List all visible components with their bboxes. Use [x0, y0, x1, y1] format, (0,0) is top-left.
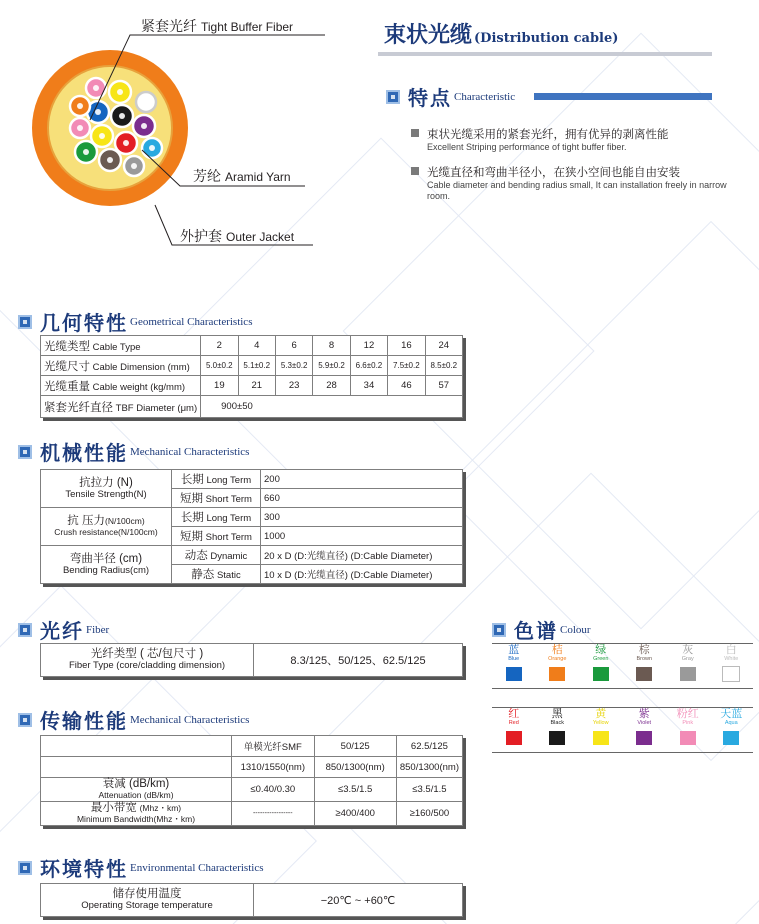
colour-name-en: Blue — [508, 656, 520, 662]
bullet-icon — [18, 445, 32, 459]
page-title: 束状光缆 (Distribution cable) — [384, 22, 619, 48]
colour-chart-row — [492, 707, 753, 753]
colour-sample — [506, 731, 522, 745]
square-bullet-icon — [411, 129, 419, 137]
colour-sample — [549, 667, 565, 681]
colour-name-cn: 红 — [508, 708, 520, 720]
section-geometrical-heading: 几何特性 Geometrical Characteristics — [18, 307, 252, 336]
colour-name-cn: 灰 — [682, 644, 694, 656]
label-tight-buffer-fiber: 紧套光纤 Tight Buffer Fiber — [141, 18, 294, 34]
colour-name-en: Yellow — [592, 720, 609, 726]
section-mechanical-heading: 机械性能 Mechanical Characteristics — [18, 437, 249, 466]
colour-swatch-yellow — [579, 708, 623, 750]
colour-name-cn: 紫 — [638, 708, 650, 720]
section-fiber-heading: 光纤 Fiber — [18, 615, 109, 644]
colour-name-en: Orange — [548, 656, 567, 662]
colour-swatch-blue — [492, 644, 536, 686]
colour-swatch-orange — [536, 644, 580, 686]
colour-name-en: Aqua — [724, 720, 738, 726]
colour-name-en: White — [724, 656, 739, 662]
colour-swatch-green — [579, 644, 623, 686]
fiber-table: 光纤类型 ( 芯/包尺寸 ) Fiber Type (core/cladding dimension) 8.3/125、50/125、62.5/125 — [40, 643, 463, 677]
colour-sample — [723, 731, 739, 745]
colour-swatch-red — [492, 708, 536, 750]
bullet-icon — [18, 713, 32, 727]
section-environmental-heading: 环境特性 Environmental Characteristics — [18, 853, 263, 882]
section-transmission-heading: 传输性能 Mechanical Characteristics — [18, 705, 249, 734]
mechanical-table: 抗拉力 (N) Tensile Strength(N) 长期 Long Term 200 短期 Short Term 660 抗 压力(N/100cm) Crush resistance(N/100cm) 长期 Long Term 300 短期 Short Term 1000 弯曲半径 (cm) Bending Radius(cm) 动态 Dynamic 20 x D (D:光缆直径) (D:Cable Diameter) 静态 Static 10 x D (D:光缆直径) (D:Cable Diameter) — [40, 469, 463, 584]
colour-name-en: Brown — [636, 656, 653, 662]
section-features-heading: 特点 Characteristic — [386, 82, 515, 111]
colour-name-cn: 蓝 — [508, 644, 520, 656]
colour-sample — [636, 731, 652, 745]
colour-name-en: Violet — [637, 720, 652, 726]
colour-swatch-gray — [666, 644, 710, 686]
colour-sample — [636, 667, 652, 681]
colour-name-cn: 粉红 — [676, 708, 699, 720]
transmission-table: 单模光纤SMF 50/125 62.5/125 1310/1550(nm) 850/1300(nm) 850/1300(nm) 衰减 (dB/km) Attenuation (dB/km) ≤0.40/0.30 ≤3.5/1.5 ≤3.5/1.5 最小带宽 (Mhz・km) Minimum Bandwidth(Mhz・km) ----------------- ≥400/400 ≥160/500 — [40, 735, 463, 826]
features-rule — [534, 93, 712, 100]
colour-sample — [593, 731, 609, 745]
label-outer-jacket: 外护套 Outer Jacket — [180, 228, 295, 244]
colour-sample — [593, 667, 609, 681]
colour-name-cn: 棕 — [638, 644, 650, 656]
title-underline — [378, 52, 712, 56]
leader-lines — [0, 0, 340, 250]
colour-name-en: Gray — [681, 656, 694, 662]
bullet-icon — [18, 623, 32, 637]
colour-sample — [549, 731, 565, 745]
colour-chart-row — [492, 643, 753, 689]
colour-swatch-aqua — [710, 708, 754, 750]
colour-swatch-violet — [623, 708, 667, 750]
colour-sample — [723, 667, 739, 681]
colour-name-en: Black — [550, 720, 564, 726]
colour-sample — [680, 667, 696, 681]
colour-sample — [506, 667, 522, 681]
colour-name-cn: 黑 — [551, 708, 563, 720]
colour-name-cn: 绿 — [595, 644, 607, 656]
section-colour-heading: 色谱 Colour — [492, 615, 591, 644]
feature-item: 光缆直径和弯曲半径小，在狭小空间也能自由安装 Cable diameter and bending radius small, It can installation freely in narrow room. — [411, 164, 737, 202]
colour-name-cn: 天蓝 — [720, 708, 743, 720]
colour-swatch-brown — [623, 644, 667, 686]
environmental-table: 储存使用温度 Operating Storage temperature −20℃ ~ +60℃ — [40, 883, 463, 917]
colour-name-cn: 桔 — [551, 644, 563, 656]
label-aramid-yarn: 芳纶 Aramid Yarn — [193, 168, 291, 184]
feature-item: 束状光缆采用的紧套光纤，拥有优异的剥离性能 Excellent Striping performance of tight buffer fiber. — [411, 126, 737, 153]
bullet-icon — [18, 861, 32, 875]
bullet-icon — [18, 315, 32, 329]
colour-swatch-pink — [666, 708, 710, 750]
square-bullet-icon — [411, 167, 419, 175]
colour-name-en: Red — [508, 720, 519, 726]
bullet-icon — [386, 90, 400, 104]
colour-name-en: Green — [593, 656, 609, 662]
colour-name-cn: 黄 — [595, 708, 607, 720]
colour-swatch-black — [536, 708, 580, 750]
colour-name-cn: 白 — [725, 644, 737, 656]
colour-swatch-white — [710, 644, 754, 686]
geometrical-table: 光缆类型 Cable Type 2 4 6 8 12 16 24 光缆尺寸 Cable Dimension (mm) 5.0±0.2 5.1±0.2 5.3±0.2 5.9±0.2 6.6±0.2 7.5±0.2 8.5±0.2 光缆重量 Cable weight (kg/mm) 19 21 23 28 34 46 57 紧套光纤直径 TBF Diameter (μm) 900±50 — [40, 335, 463, 418]
colour-name-en: Pink — [682, 720, 694, 726]
colour-sample — [680, 731, 696, 745]
bullet-icon — [492, 623, 506, 637]
